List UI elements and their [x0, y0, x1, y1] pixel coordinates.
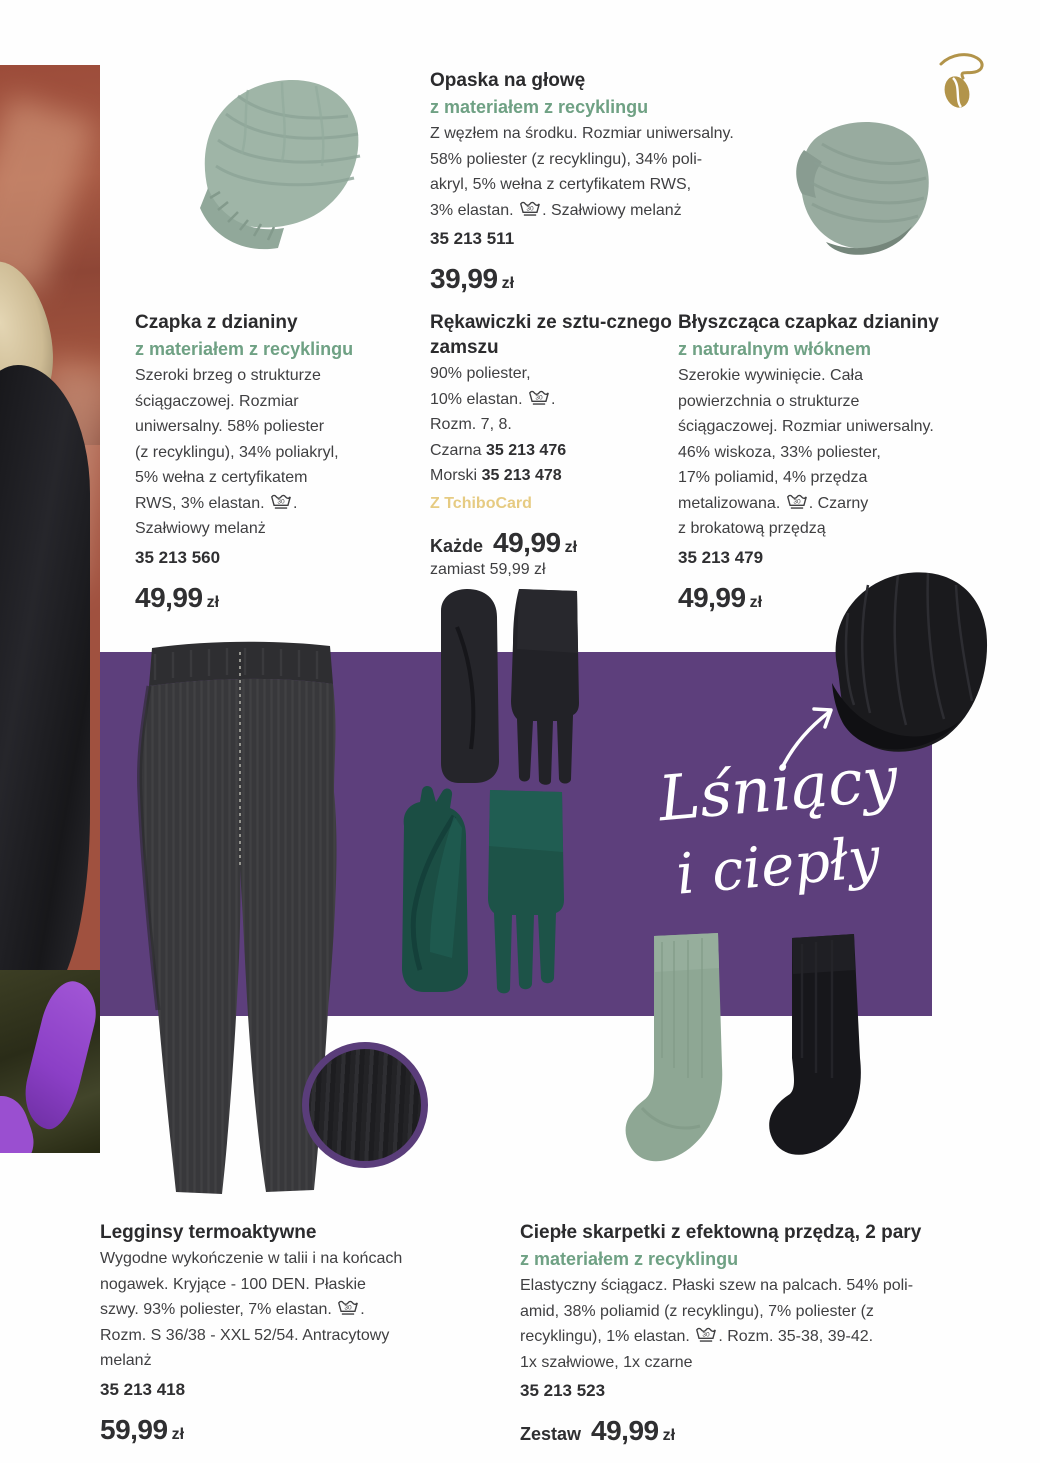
svg-text:30: 30 — [793, 497, 801, 505]
old-price: zamiast 59,99 zł — [430, 560, 546, 578]
eco-label: z materiałem z recyklingu — [430, 97, 649, 117]
product-number: 35 213 418 — [100, 1379, 186, 1399]
product-title: Legginsy termoaktywne — [100, 1222, 317, 1243]
product-title: Opaska na głowę — [430, 70, 586, 91]
teal-gloves-image — [390, 782, 572, 1002]
product-number: 35 213 479 — [678, 547, 764, 567]
price: 49,99 zł — [135, 581, 220, 613]
wash-care-icon — [696, 1326, 716, 1343]
product-title: Ciepłe skarpetki z efektowną przędzą, 2 pary — [520, 1222, 922, 1243]
tchibocard-label: Z TchiboCard — [430, 494, 532, 512]
price: 59,99 zł — [100, 1413, 185, 1445]
product-title: Czapka z dzianiny — [135, 312, 298, 333]
product-number: 35 213 511 — [430, 229, 515, 248]
product-title: Błyszcząca czapkaz dzianiny — [678, 312, 939, 333]
product-opaska — [430, 68, 780, 295]
banner-headline-1: Lśniący — [655, 741, 901, 836]
svg-text:30: 30 — [535, 393, 543, 401]
product-description: Elastyczny ściągacz. Płaski szew na palcach. 54% poli- amid, 38% poliamid (z recyklingu), 7% poliester (z recyklingu), 1% elastan. 30 . Rozm. 35-38, 39-42. 1x szałwiowe, 1x czarne — [520, 1277, 914, 1371]
wash-care-icon — [271, 493, 291, 510]
price: Zestaw 49,99 zł — [520, 1415, 676, 1446]
tchibo-logo — [933, 50, 989, 121]
product-skarpetki — [520, 1220, 985, 1447]
product-number: 35 213 523 — [520, 1381, 606, 1400]
green-headband-image — [786, 110, 934, 265]
eco-label: z materiałem z recyklingu — [520, 1249, 739, 1269]
wash-care-icon — [529, 389, 549, 406]
svg-text:30: 30 — [526, 204, 534, 212]
product-description: Z węzłem na środku. Rozmiar uniwersalny. 58% poliester (z recyklingu), 34% poli- akryl, 5% wełna z certyfikatem RWS, 3% elastan. 30 . Szałwiowy melanż — [430, 125, 734, 219]
green-beanie-image — [178, 70, 373, 255]
eco-label: z naturalnym włóknem — [678, 339, 872, 359]
knit-detail-inset — [302, 1042, 428, 1168]
wash-care-icon — [787, 493, 807, 510]
product-description: Szeroki brzeg o strukturze ściągaczowej. Rozmiar uniwersalny. 58% poliester (z recyklingu), 34% poliakryl, 5% wełna z certyfikatem RWS, 3% elastan. 30 . Szałwiowy melanż — [135, 367, 339, 537]
svg-text:30: 30 — [277, 497, 285, 505]
product-description: Wygodne wykończenie w talii i na końcach nogawek. Kryjące - 100 DEN. Płaskie szwy. 93% poliester, 7% elastan. 30 . Rozm. S 36/38 - XXL 52/54. Antracytowy melanż — [100, 1250, 403, 1369]
wash-care-icon — [338, 1299, 358, 1316]
price: 49,99 zł — [678, 581, 763, 613]
banner-headline-2: i ciepły — [673, 825, 883, 908]
lifestyle-photo — [0, 65, 100, 1153]
product-rekawiczki — [430, 310, 680, 579]
svg-text:30: 30 — [702, 1331, 710, 1339]
eco-label: z materiałem z recyklingu — [135, 339, 354, 359]
product-description: 90% poliester, 10% elastan. 30 . Rozm. 7, 8. Czarna 35 213 476 Morski 35 213 478 — [430, 365, 567, 484]
product-czapka — [135, 310, 415, 614]
product-number: 35 213 560 — [135, 547, 221, 567]
product-description: Szerokie wywinięcie. Cała powierzchnia o strukturze ściągaczowej. Rozmiar uniwersalny. 46% wiskoza, 33% poliester, 17% poliamid, 4% przędza metalizowana. 30 . Czarny z brokatową przędzą — [678, 367, 934, 537]
puffer-jacket — [0, 365, 90, 1005]
black-gloves-image — [433, 583, 585, 793]
svg-text:30: 30 — [344, 1304, 352, 1312]
green-sock-image — [612, 928, 752, 1195]
black-sock-image — [756, 928, 886, 1185]
product-legginsy — [100, 1220, 505, 1446]
price: Każde 49,99 zł — [430, 526, 578, 558]
product-title: Rękawiczki ze sztu-cznego zamszu — [430, 312, 672, 358]
wash-care-icon — [520, 200, 540, 217]
price: 39,99 zł — [430, 263, 515, 294]
